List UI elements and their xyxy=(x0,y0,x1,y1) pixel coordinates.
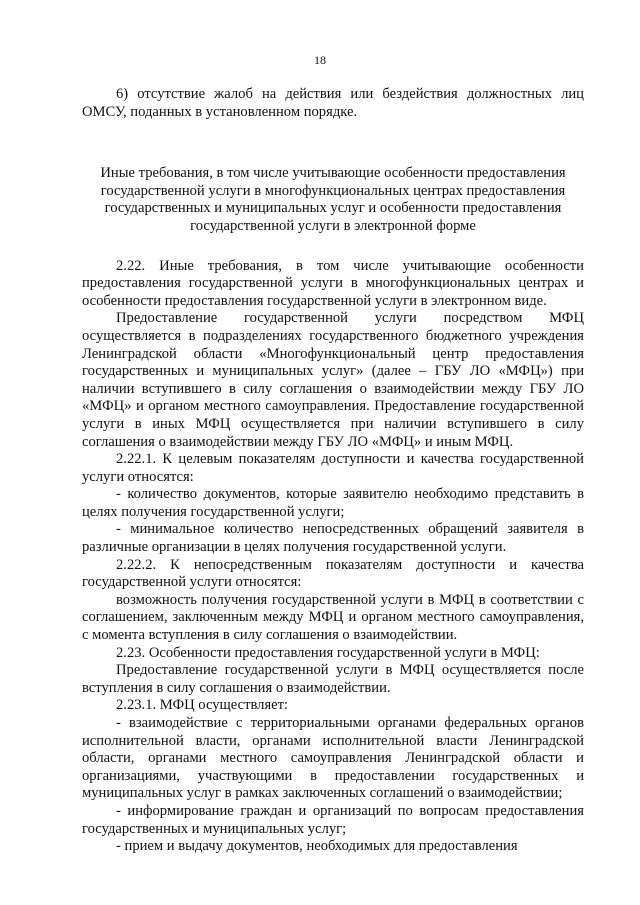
paragraph: 2.22.2. К непосредственным показателям доступности и качества государственной услуги относятся: xyxy=(82,556,584,591)
list-item: - прием и выдачу документов, необходимых для предоставления xyxy=(116,838,518,855)
page-number: 18 xyxy=(314,53,326,67)
paragraph: возможность получения государственной услуги в МФЦ в соответствии с соглашением, заключенным между МФЦ и органом местного самоуправления, с момента вступления в силу соглашения о взаимодействии. xyxy=(82,591,584,644)
paragraph: Предоставление государственной услуги посредством МФЦ осуществляется в подразделениях государственного бюджетного учреждения Ленинградской области «Многофункциональный центр предоставления государственных и муниципальных услуг» (далее – ГБУ ЛО «МФЦ») при наличии вступившего в силу соглашения о взаимодействии между ГБУ ЛО «МФЦ» и органом местного самоуправления. Предоставление государственной услуги в иных МФЦ осуществляется при наличии вступившего в силу соглашения о взаимодействии между ГБУ ЛО «МФЦ» и иным МФЦ. xyxy=(82,310,584,450)
list-item: - информирование граждан и организаций по вопросам предоставления государственных и муниципальных услуг; xyxy=(82,802,584,837)
list-item: - количество документов, которые заявителю необходимо представить в целях получения государственной услуги; xyxy=(82,486,584,520)
paragraph: 2.23.1. МФЦ осуществляет: xyxy=(116,697,289,714)
paragraph: 6) отсутствие жалоб на действия или бездействия должностных лиц ОМСУ, поданных в установленном порядке. xyxy=(82,86,584,120)
paragraph: 2.22. Иные требования, в том числе учитывающие особенности предоставления государственной услуги в многофункциональных центрах и особенности предоставления государственной услуги в электронном виде. xyxy=(82,257,584,309)
paragraph: 2.23. Особенности предоставления государственной услуги в МФЦ: xyxy=(116,644,540,661)
paragraph: Предоставление государственной услуги в МФЦ осуществляется после вступления в силу соглашения о взаимодействии. xyxy=(82,662,584,696)
paragraph: 2.22.1. К целевым показателям доступности и качества государственной услуги относятся: xyxy=(82,451,584,485)
document-body xyxy=(82,86,584,856)
list-item: - взаимодействие с территориальными органами федеральных органов исполнительной власти, органами исполнительной власти Ленинградской области, органами местного самоуправления Ленинградской области и организациями, участвующими в предоставлении государственных и муниципальных услуг в рамках заключенных соглашений о взаимодействии; xyxy=(82,715,584,802)
section-heading: Иные требования, в том числе учитывающие особенности предоставления государственной услуги в многофункциональных центрах предоставления государственных и муниципальных услуг и особенности предоставления государственной услуги в электронной форме xyxy=(100,165,566,234)
list-item: - минимальное количество непосредственных обращений заявителя в различные организации в целях получения государственной услуги. xyxy=(82,521,584,556)
